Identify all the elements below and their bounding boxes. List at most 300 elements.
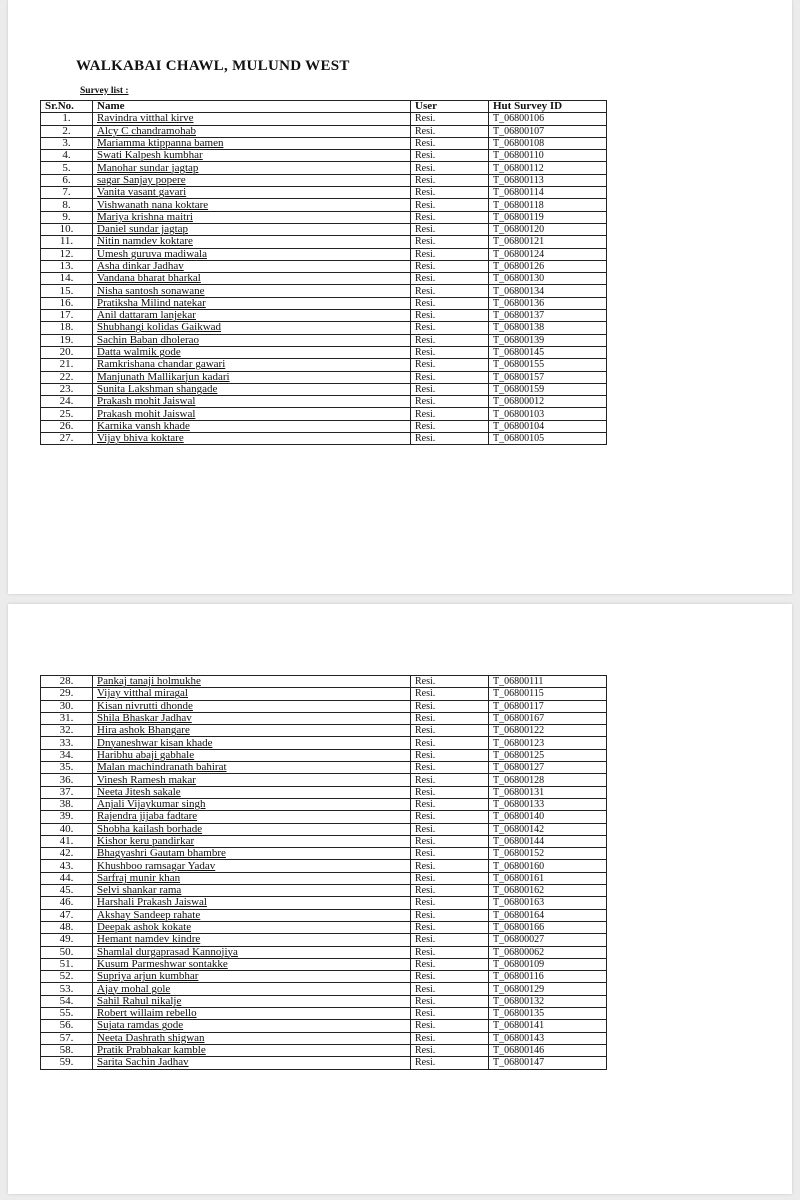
table-row xyxy=(41,223,607,235)
table-header-row xyxy=(41,101,607,113)
table-cell-user: Resi. xyxy=(411,359,489,371)
table-cell-sr-no: 58. xyxy=(41,1044,93,1056)
table-cell-hut-survey-id: T_06800152 xyxy=(489,848,607,860)
table-cell-sr-no: 8. xyxy=(41,199,93,211)
table-row xyxy=(41,835,607,847)
table-cell-user: Resi. xyxy=(411,934,489,946)
table-cell-hut-survey-id: T_06800139 xyxy=(489,334,607,346)
table-cell-hut-survey-id: T_06800105 xyxy=(489,433,607,445)
table-row xyxy=(41,383,607,395)
table-cell-hut-survey-id: T_06800141 xyxy=(489,1020,607,1032)
table-cell-user: Resi. xyxy=(411,983,489,995)
table-cell-sr-no: 37. xyxy=(41,786,93,798)
table-cell-user: Resi. xyxy=(411,1020,489,1032)
table-cell-user: Resi. xyxy=(411,958,489,970)
table-cell-hut-survey-id: T_06800133 xyxy=(489,798,607,810)
table-cell-name: Kishor keru pandirkar xyxy=(93,835,411,847)
table-cell-sr-no: 44. xyxy=(41,872,93,884)
table-cell-user: Resi. xyxy=(411,297,489,309)
table-cell-name: Sarfraj munir khan xyxy=(93,872,411,884)
table-row xyxy=(41,433,607,445)
table-cell-name: Karnika vansh khade xyxy=(93,420,411,432)
table-cell-user: Resi. xyxy=(411,712,489,724)
table-cell-name: Vinesh Ramesh makar xyxy=(93,774,411,786)
table-cell-sr-no: 2. xyxy=(41,125,93,137)
table-cell-name: Kusum Parmeshwar sontakke xyxy=(93,958,411,970)
table-cell-hut-survey-id: T_06800113 xyxy=(489,174,607,186)
table-cell-sr-no: 39. xyxy=(41,811,93,823)
table-cell-sr-no: 43. xyxy=(41,860,93,872)
table-row xyxy=(41,187,607,199)
table-cell-name: Alcy C chandramohab xyxy=(93,125,411,137)
table-cell-hut-survey-id: T_06800114 xyxy=(489,187,607,199)
table-cell-sr-no: 24. xyxy=(41,396,93,408)
table-cell-user: Resi. xyxy=(411,1032,489,1044)
table-cell-name: Anjali Vijaykumar singh xyxy=(93,798,411,810)
table-cell-name: Khushboo ramsagar Yadav xyxy=(93,860,411,872)
table-row xyxy=(41,310,607,322)
document-page-1 xyxy=(8,0,792,594)
table-cell-hut-survey-id: T_06800134 xyxy=(489,285,607,297)
document-title: WALKABAI CHAWL, MULUND WEST xyxy=(76,58,350,74)
table-cell-hut-survey-id: T_06800127 xyxy=(489,762,607,774)
table-cell-user: Resi. xyxy=(411,346,489,358)
table-cell-name: Anil dattaram lanjekar xyxy=(93,310,411,322)
table-cell-user: Resi. xyxy=(411,408,489,420)
table-cell-sr-no: 3. xyxy=(41,137,93,149)
table-cell-sr-no: 41. xyxy=(41,835,93,847)
table-row xyxy=(41,408,607,420)
table-cell-sr-no: 40. xyxy=(41,823,93,835)
table-cell-user: Resi. xyxy=(411,737,489,749)
table-cell-sr-no: 6. xyxy=(41,174,93,186)
table-cell-sr-no: 28. xyxy=(41,676,93,688)
table-cell-hut-survey-id: T_06800027 xyxy=(489,934,607,946)
table-cell-sr-no: 31. xyxy=(41,712,93,724)
table-cell-sr-no: 19. xyxy=(41,334,93,346)
table-cell-name: Prakash mohit Jaiswal xyxy=(93,408,411,420)
table-cell-name: Manohar sundar jagtap xyxy=(93,162,411,174)
table-cell-name: Prakash mohit Jaiswal xyxy=(93,396,411,408)
table-cell-hut-survey-id: T_06800164 xyxy=(489,909,607,921)
table-cell-hut-survey-id: T_06800104 xyxy=(489,420,607,432)
table-cell-hut-survey-id: T_06800111 xyxy=(489,676,607,688)
survey-table-page-1 xyxy=(40,100,607,445)
table-cell-user: Resi. xyxy=(411,860,489,872)
table-cell-user: Resi. xyxy=(411,174,489,186)
table-row xyxy=(41,260,607,272)
table-cell-sr-no: 29. xyxy=(41,688,93,700)
table-row xyxy=(41,921,607,933)
table-cell-sr-no: 13. xyxy=(41,260,93,272)
table-row xyxy=(41,774,607,786)
table-cell-name: Neeta Dashrath shigwan xyxy=(93,1032,411,1044)
table-cell-sr-no: 47. xyxy=(41,909,93,921)
table-cell-name: Vijay bhiva koktare xyxy=(93,433,411,445)
table-row xyxy=(41,798,607,810)
table-cell-user: Resi. xyxy=(411,211,489,223)
table-row xyxy=(41,1057,607,1069)
table-cell-hut-survey-id: T_06800126 xyxy=(489,260,607,272)
table-row xyxy=(41,995,607,1007)
table-cell-sr-no: 38. xyxy=(41,798,93,810)
table-cell-user: Resi. xyxy=(411,835,489,847)
table-cell-user: Resi. xyxy=(411,1044,489,1056)
table-cell-sr-no: 53. xyxy=(41,983,93,995)
table-cell-hut-survey-id: T_06800107 xyxy=(489,125,607,137)
table-cell-user: Resi. xyxy=(411,688,489,700)
table-cell-user: Resi. xyxy=(411,223,489,235)
table-cell-name: Sujata ramdas gode xyxy=(93,1020,411,1032)
table-cell-user: Resi. xyxy=(411,310,489,322)
table-cell-sr-no: 50. xyxy=(41,946,93,958)
table-row xyxy=(41,236,607,248)
table-cell-name: Pratiksha Milind natekar xyxy=(93,297,411,309)
table-cell-hut-survey-id: T_06800161 xyxy=(489,872,607,884)
table-row xyxy=(41,137,607,149)
table-cell-name: Vanita vasant gavari xyxy=(93,187,411,199)
table-cell-hut-survey-id: T_06800167 xyxy=(489,712,607,724)
table-cell-hut-survey-id: T_06800147 xyxy=(489,1057,607,1069)
table-row xyxy=(41,162,607,174)
table-cell-sr-no: 34. xyxy=(41,749,93,761)
table-cell-hut-survey-id: T_06800135 xyxy=(489,1008,607,1020)
table-row xyxy=(41,934,607,946)
table-cell-name: Swati Kalpesh kumbhar xyxy=(93,150,411,162)
table-cell-name: Deepak ashok kokate xyxy=(93,921,411,933)
table-cell-hut-survey-id: T_06800118 xyxy=(489,199,607,211)
table-cell-name: Nitin namdev koktare xyxy=(93,236,411,248)
table-row xyxy=(41,334,607,346)
table-cell-name: Ajay mohal gole xyxy=(93,983,411,995)
table-cell-hut-survey-id: T_06800155 xyxy=(489,359,607,371)
table-cell-hut-survey-id: T_06800124 xyxy=(489,248,607,260)
table-row xyxy=(41,737,607,749)
table-cell-hut-survey-id: T_06800162 xyxy=(489,885,607,897)
table-cell-user: Resi. xyxy=(411,125,489,137)
table-cell-name: Ravindra vitthal kirve xyxy=(93,113,411,125)
table-cell-sr-no: 54. xyxy=(41,995,93,1007)
table-body-page-1 xyxy=(41,113,607,445)
table-cell-sr-no: 22. xyxy=(41,371,93,383)
table-row xyxy=(41,211,607,223)
table-row xyxy=(41,359,607,371)
table-cell-name: Akshay Sandeep rahate xyxy=(93,909,411,921)
table-cell-name: Pratik Prabhakar kamble xyxy=(93,1044,411,1056)
table-cell-hut-survey-id: T_06800159 xyxy=(489,383,607,395)
table-cell-user: Resi. xyxy=(411,971,489,983)
table-cell-sr-no: 32. xyxy=(41,725,93,737)
table-cell-hut-survey-id: T_06800115 xyxy=(489,688,607,700)
table-row xyxy=(41,174,607,186)
table-row xyxy=(41,897,607,909)
table-cell-name: Vandana bharat bharkal xyxy=(93,273,411,285)
table-row xyxy=(41,199,607,211)
table-cell-name: Mariamma ktippanna bamen xyxy=(93,137,411,149)
table-cell-hut-survey-id: T_06800116 xyxy=(489,971,607,983)
table-cell-name: Neeta Jitesh sakale xyxy=(93,786,411,798)
table-cell-sr-no: 27. xyxy=(41,433,93,445)
table-row xyxy=(41,909,607,921)
table-cell-name: Sachin Baban dholerao xyxy=(93,334,411,346)
table-cell-sr-no: 30. xyxy=(41,700,93,712)
table-row xyxy=(41,848,607,860)
table-cell-sr-no: 9. xyxy=(41,211,93,223)
table-cell-user: Resi. xyxy=(411,260,489,272)
table-cell-name: Shubhangi kolidas Gaikwad xyxy=(93,322,411,334)
table-cell-user: Resi. xyxy=(411,433,489,445)
table-cell-user: Resi. xyxy=(411,725,489,737)
table-row xyxy=(41,676,607,688)
table-cell-hut-survey-id: T_06800138 xyxy=(489,322,607,334)
table-cell-sr-no: 23. xyxy=(41,383,93,395)
table-cell-user: Resi. xyxy=(411,885,489,897)
table-cell-sr-no: 57. xyxy=(41,1032,93,1044)
table-cell-hut-survey-id: T_06800110 xyxy=(489,150,607,162)
table-cell-user: Resi. xyxy=(411,248,489,260)
table-cell-name: Pankaj tanaji holmukhe xyxy=(93,676,411,688)
table-row xyxy=(41,971,607,983)
table-cell-hut-survey-id: T_06800120 xyxy=(489,223,607,235)
table-cell-hut-survey-id: T_06800146 xyxy=(489,1044,607,1056)
table-cell-sr-no: 35. xyxy=(41,762,93,774)
table-row xyxy=(41,1044,607,1056)
table-row xyxy=(41,1020,607,1032)
table-cell-hut-survey-id: T_06800132 xyxy=(489,995,607,1007)
table-cell-name: Mariya krishna maitri xyxy=(93,211,411,223)
table-cell-user: Resi. xyxy=(411,383,489,395)
table-row xyxy=(41,762,607,774)
table-row xyxy=(41,285,607,297)
table-cell-sr-no: 55. xyxy=(41,1008,93,1020)
table-cell-name: Shila Bhaskar Jadhav xyxy=(93,712,411,724)
table-row xyxy=(41,346,607,358)
table-cell-user: Resi. xyxy=(411,749,489,761)
table-row xyxy=(41,371,607,383)
table-row xyxy=(41,983,607,995)
table-cell-name: Asha dinkar Jadhav xyxy=(93,260,411,272)
table-cell-name: Umesh guruva madiwala xyxy=(93,248,411,260)
table-cell-user: Resi. xyxy=(411,762,489,774)
table-cell-sr-no: 15. xyxy=(41,285,93,297)
table-cell-user: Resi. xyxy=(411,137,489,149)
table-cell-name: Selvi shankar rama xyxy=(93,885,411,897)
table-cell-name: Datta walmik gode xyxy=(93,346,411,358)
table-cell-user: Resi. xyxy=(411,786,489,798)
table-cell-name: Vijay vitthal miragal xyxy=(93,688,411,700)
table-cell-sr-no: 48. xyxy=(41,921,93,933)
table-cell-sr-no: 5. xyxy=(41,162,93,174)
table-cell-sr-no: 7. xyxy=(41,187,93,199)
table-cell-sr-no: 10. xyxy=(41,223,93,235)
table-row xyxy=(41,420,607,432)
table-row xyxy=(41,811,607,823)
table-cell-user: Resi. xyxy=(411,774,489,786)
table-cell-sr-no: 4. xyxy=(41,150,93,162)
table-row xyxy=(41,823,607,835)
table-cell-sr-no: 14. xyxy=(41,273,93,285)
column-header-name: Name xyxy=(93,101,411,113)
table-cell-hut-survey-id: T_06800157 xyxy=(489,371,607,383)
table-cell-sr-no: 49. xyxy=(41,934,93,946)
table-row xyxy=(41,125,607,137)
table-cell-user: Resi. xyxy=(411,162,489,174)
table-row xyxy=(41,786,607,798)
table-cell-name: Kisan nivrutti dhonde xyxy=(93,700,411,712)
column-header-user: User xyxy=(411,101,489,113)
table-cell-hut-survey-id: T_06800108 xyxy=(489,137,607,149)
table-cell-user: Resi. xyxy=(411,921,489,933)
table-cell-user: Resi. xyxy=(411,897,489,909)
table-cell-user: Resi. xyxy=(411,371,489,383)
document-page-2 xyxy=(8,604,792,1194)
table-cell-name: Shobha kailash borhade xyxy=(93,823,411,835)
table-cell-hut-survey-id: T_06800103 xyxy=(489,408,607,420)
table-cell-hut-survey-id: T_06800123 xyxy=(489,737,607,749)
table-cell-sr-no: 33. xyxy=(41,737,93,749)
table-row xyxy=(41,725,607,737)
table-cell-user: Resi. xyxy=(411,1008,489,1020)
table-cell-user: Resi. xyxy=(411,285,489,297)
table-cell-hut-survey-id: T_06800129 xyxy=(489,983,607,995)
table-cell-sr-no: 46. xyxy=(41,897,93,909)
table-cell-user: Resi. xyxy=(411,811,489,823)
table-cell-sr-no: 45. xyxy=(41,885,93,897)
survey-list-label: Survey list : xyxy=(80,86,129,96)
table-cell-user: Resi. xyxy=(411,700,489,712)
table-cell-sr-no: 52. xyxy=(41,971,93,983)
table-row xyxy=(41,860,607,872)
table-cell-hut-survey-id: T_06800131 xyxy=(489,786,607,798)
table-row xyxy=(41,322,607,334)
table-cell-name: sagar Sanjay popere xyxy=(93,174,411,186)
table-cell-sr-no: 42. xyxy=(41,848,93,860)
table-cell-sr-no: 17. xyxy=(41,310,93,322)
table-cell-user: Resi. xyxy=(411,150,489,162)
table-cell-user: Resi. xyxy=(411,334,489,346)
table-cell-hut-survey-id: T_06800062 xyxy=(489,946,607,958)
table-cell-sr-no: 26. xyxy=(41,420,93,432)
table-row xyxy=(41,700,607,712)
table-cell-user: Resi. xyxy=(411,396,489,408)
table-cell-hut-survey-id: T_06800012 xyxy=(489,396,607,408)
table-cell-hut-survey-id: T_06800109 xyxy=(489,958,607,970)
table-cell-name: Haribhu abaji gabhale xyxy=(93,749,411,761)
table-cell-hut-survey-id: T_06800142 xyxy=(489,823,607,835)
table-cell-hut-survey-id: T_06800119 xyxy=(489,211,607,223)
table-cell-hut-survey-id: T_06800130 xyxy=(489,273,607,285)
table-row xyxy=(41,1008,607,1020)
survey-table-page-2 xyxy=(40,675,607,1070)
table-cell-sr-no: 18. xyxy=(41,322,93,334)
table-cell-name: Supriya arjun kumbhar xyxy=(93,971,411,983)
table-cell-sr-no: 51. xyxy=(41,958,93,970)
table-body-page-2 xyxy=(41,676,607,1070)
table-cell-name: Bhagyashri Gautam bhambre xyxy=(93,848,411,860)
table-cell-name: Nisha santosh sonawane xyxy=(93,285,411,297)
table-cell-sr-no: 21. xyxy=(41,359,93,371)
table-cell-user: Resi. xyxy=(411,420,489,432)
table-cell-sr-no: 59. xyxy=(41,1057,93,1069)
table-cell-hut-survey-id: T_06800136 xyxy=(489,297,607,309)
table-cell-user: Resi. xyxy=(411,909,489,921)
table-cell-name: Sunita Lakshman shangade xyxy=(93,383,411,395)
table-cell-user: Resi. xyxy=(411,322,489,334)
table-row xyxy=(41,946,607,958)
table-cell-name: Robert willaim rebello xyxy=(93,1008,411,1020)
table-cell-hut-survey-id: T_06800121 xyxy=(489,236,607,248)
table-row xyxy=(41,248,607,260)
table-cell-user: Resi. xyxy=(411,187,489,199)
table-cell-hut-survey-id: T_06800143 xyxy=(489,1032,607,1044)
table-row xyxy=(41,712,607,724)
table-cell-sr-no: 36. xyxy=(41,774,93,786)
table-row xyxy=(41,1032,607,1044)
table-cell-hut-survey-id: T_06800106 xyxy=(489,113,607,125)
table-row xyxy=(41,273,607,285)
table-cell-name: Daniel sundar jagtap xyxy=(93,223,411,235)
table-row xyxy=(41,885,607,897)
table-cell-sr-no: 20. xyxy=(41,346,93,358)
table-cell-name: Harshali Prakash Jaiswal xyxy=(93,897,411,909)
table-cell-name: Manjunath Mallikarjun kadari xyxy=(93,371,411,383)
table-cell-hut-survey-id: T_06800125 xyxy=(489,749,607,761)
table-cell-sr-no: 25. xyxy=(41,408,93,420)
table-cell-name: Ramkrishana chandar gawari xyxy=(93,359,411,371)
table-cell-name: Shamlal durgaprasad Kannojiya xyxy=(93,946,411,958)
table-cell-user: Resi. xyxy=(411,848,489,860)
table-cell-user: Resi. xyxy=(411,236,489,248)
table-cell-name: Vishwanath nana koktare xyxy=(93,199,411,211)
table-cell-user: Resi. xyxy=(411,823,489,835)
table-cell-name: Malan machindranath bahirat xyxy=(93,762,411,774)
table-cell-name: Hemant namdev kindre xyxy=(93,934,411,946)
table-cell-user: Resi. xyxy=(411,872,489,884)
table-cell-hut-survey-id: T_06800117 xyxy=(489,700,607,712)
table-cell-hut-survey-id: T_06800140 xyxy=(489,811,607,823)
table-row xyxy=(41,150,607,162)
table-cell-hut-survey-id: T_06800144 xyxy=(489,835,607,847)
table-cell-hut-survey-id: T_06800163 xyxy=(489,897,607,909)
table-cell-hut-survey-id: T_06800137 xyxy=(489,310,607,322)
column-header-hut-survey-id: Hut Survey ID xyxy=(489,101,607,113)
table-cell-hut-survey-id: T_06800128 xyxy=(489,774,607,786)
table-row xyxy=(41,113,607,125)
table-cell-hut-survey-id: T_06800122 xyxy=(489,725,607,737)
table-cell-user: Resi. xyxy=(411,273,489,285)
table-cell-user: Resi. xyxy=(411,676,489,688)
table-cell-hut-survey-id: T_06800112 xyxy=(489,162,607,174)
table-row xyxy=(41,749,607,761)
table-cell-name: Rajendra jijaba fadtare xyxy=(93,811,411,823)
table-cell-name: Dnyaneshwar kisan khade xyxy=(93,737,411,749)
table-cell-sr-no: 12. xyxy=(41,248,93,260)
table-row xyxy=(41,396,607,408)
table-cell-user: Resi. xyxy=(411,995,489,1007)
table-cell-hut-survey-id: T_06800166 xyxy=(489,921,607,933)
table-cell-user: Resi. xyxy=(411,798,489,810)
table-cell-sr-no: 16. xyxy=(41,297,93,309)
table-cell-user: Resi. xyxy=(411,113,489,125)
table-cell-sr-no: 56. xyxy=(41,1020,93,1032)
table-cell-sr-no: 1. xyxy=(41,113,93,125)
table-cell-name: Sarita Sachin Jadhav xyxy=(93,1057,411,1069)
table-row xyxy=(41,688,607,700)
table-cell-hut-survey-id: T_06800160 xyxy=(489,860,607,872)
table-cell-user: Resi. xyxy=(411,946,489,958)
table-cell-name: Hira ashok Bhangare xyxy=(93,725,411,737)
table-cell-user: Resi. xyxy=(411,1057,489,1069)
